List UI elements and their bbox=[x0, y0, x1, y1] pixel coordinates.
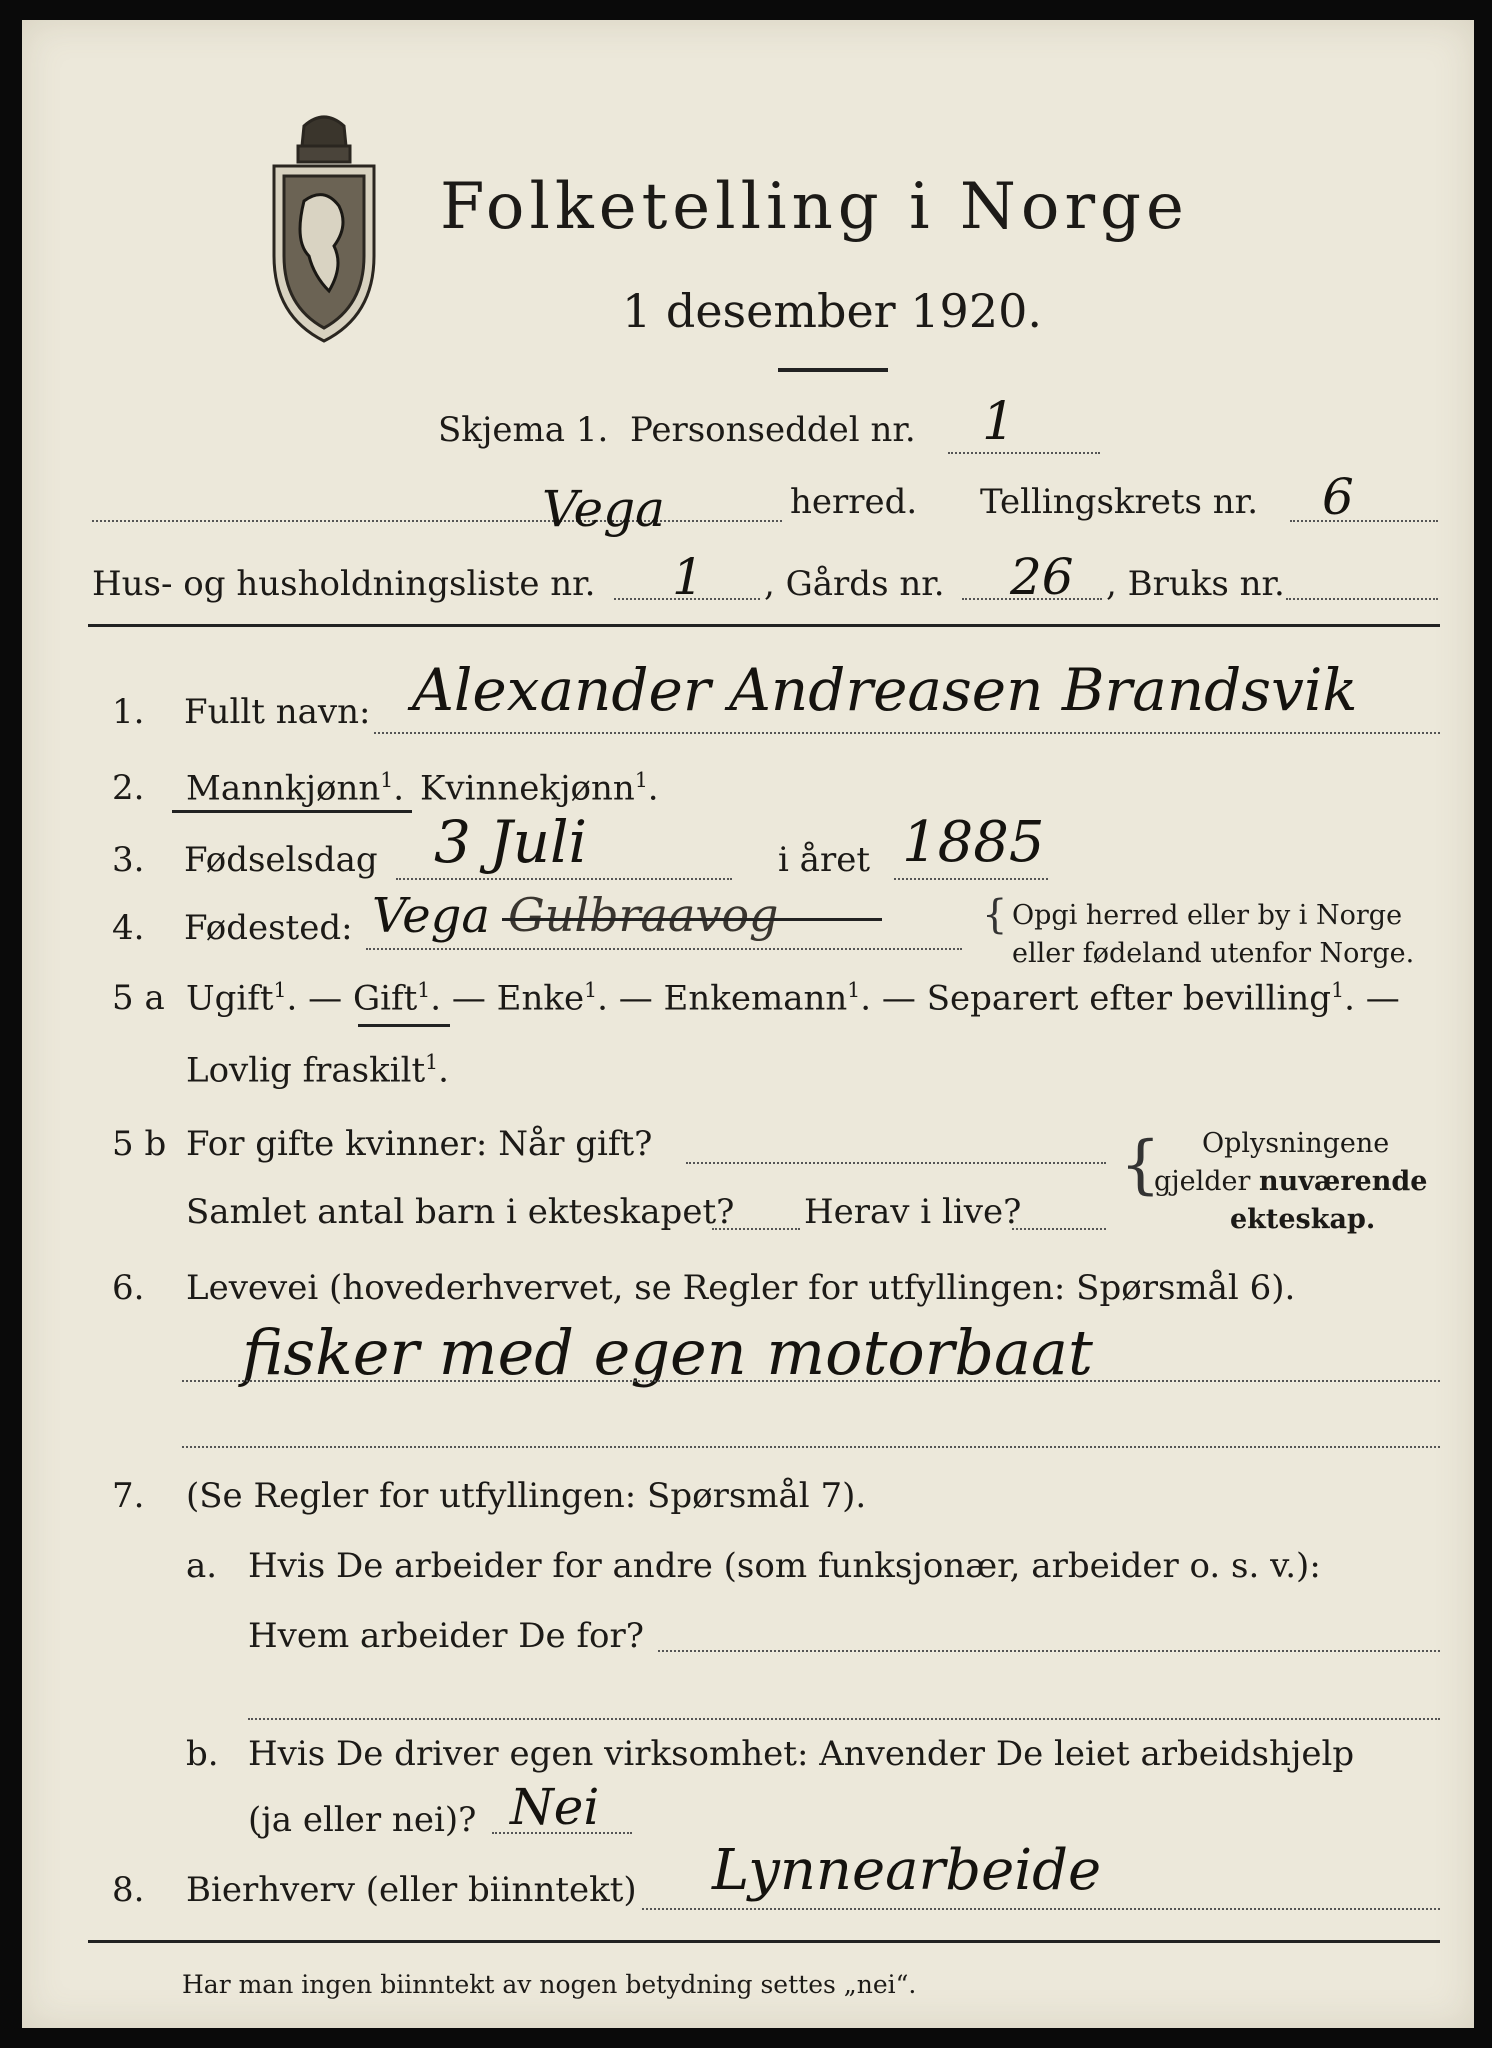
personseddel-label: Personseddel nr. bbox=[630, 410, 916, 450]
q1-field-line bbox=[374, 732, 1440, 734]
q6-field-line1 bbox=[182, 1380, 1440, 1382]
q7a-letter: a. bbox=[186, 1546, 218, 1586]
herred-field-line bbox=[92, 520, 782, 522]
q4-note-line2: eller fødeland utenfor Norge. bbox=[1012, 938, 1415, 969]
q5a-options: Ugift$^1$. — Gift$^1$. — Enke$^1$. — Enkemann$^1$. — Separert efter bevilling$^1$. — bbox=[186, 978, 1400, 1019]
q3-year-line bbox=[894, 878, 1048, 880]
form-date: 1 desember 1920. bbox=[622, 284, 1042, 338]
q1-number: 1. bbox=[112, 692, 145, 732]
q5b-label1: For gifte kvinner: Når gift? bbox=[186, 1124, 653, 1164]
bruks-label: , Bruks nr. bbox=[1106, 564, 1285, 604]
q4-field-line bbox=[366, 948, 962, 950]
herred-value: Vega bbox=[542, 480, 665, 538]
q7a-label2: Hvem arbeider De for? bbox=[248, 1616, 644, 1656]
q3-date-line bbox=[396, 878, 732, 880]
personseddel-value: 1 bbox=[982, 392, 1016, 452]
tellingskrets-label: Tellingskrets nr. bbox=[980, 482, 1259, 522]
q5b-note3: ekteskap. bbox=[1230, 1204, 1376, 1235]
q7-number: 7. bbox=[112, 1476, 145, 1516]
q7b-label1: Hvis De driver egen virksomhet: Anvender De leiet arbeidshjelp bbox=[248, 1734, 1355, 1774]
q5a-number: 5 a bbox=[112, 978, 165, 1018]
q1-full-name-value: Alexander Andreasen Brandsvik bbox=[412, 656, 1358, 724]
q4-birthplace-value: Vega bbox=[372, 888, 491, 944]
q5b-note2: gjelder nuværende bbox=[1154, 1166, 1428, 1197]
q5b-label2: Samlet antal barn i ekteskapet? bbox=[186, 1192, 735, 1232]
footer-rule bbox=[88, 1940, 1440, 1943]
tellingskrets-value: 6 bbox=[1322, 468, 1354, 526]
husliste-value: 1 bbox=[672, 548, 704, 606]
q5b-note1: Oplysningene bbox=[1202, 1128, 1390, 1159]
q7b-label2: (ja eller nei)? bbox=[248, 1800, 477, 1840]
q5b-married-line bbox=[686, 1162, 1106, 1164]
q7a-label1: Hvis De arbeider for andre (som funksjonær, arbeider o. s. v.): bbox=[248, 1546, 1321, 1586]
q7a-field-line2 bbox=[248, 1718, 1440, 1720]
q2-female-option: Kvinnekjønn$^1$. bbox=[420, 768, 659, 809]
herred-label: herred. bbox=[790, 482, 918, 522]
gards-value: 26 bbox=[1010, 548, 1074, 606]
q8-label: Bierhverv (eller biinntekt) bbox=[186, 1870, 637, 1910]
q5b-number: 5 b bbox=[112, 1124, 167, 1164]
q5b-label3: Herav i live? bbox=[804, 1192, 1022, 1232]
header-rule bbox=[88, 624, 1440, 627]
q3-number: 3. bbox=[112, 840, 145, 880]
q6-number: 6. bbox=[112, 1268, 145, 1308]
q2-male-option: Mannkjønn$^1$. bbox=[186, 768, 405, 809]
q5a-gift-underline bbox=[358, 1024, 450, 1027]
q4-strikethrough bbox=[502, 918, 882, 921]
norwegian-coat-of-arms-icon bbox=[254, 106, 394, 346]
tellingskrets-field-line bbox=[1290, 520, 1438, 522]
personseddel-field-line bbox=[948, 452, 1100, 454]
q3-label: Fødselsdag bbox=[184, 840, 378, 880]
q3-year-value: 1885 bbox=[902, 810, 1045, 875]
gards-field-line bbox=[962, 598, 1102, 600]
q4-label: Fødested: bbox=[184, 908, 353, 948]
husliste-field-line bbox=[614, 598, 760, 600]
bruks-field-line bbox=[1286, 598, 1438, 600]
q7a-field-line1 bbox=[658, 1650, 1440, 1652]
census-form-page bbox=[22, 20, 1474, 2028]
q5b-living-line bbox=[1012, 1228, 1106, 1230]
q5b-children-line bbox=[712, 1228, 800, 1230]
q3-year-label: i året bbox=[778, 840, 870, 880]
title-divider bbox=[778, 368, 888, 372]
q4-note-brace: { bbox=[982, 892, 1008, 938]
q7b-value: Nei bbox=[510, 1778, 600, 1836]
schema-label: Skjema 1. bbox=[438, 410, 609, 450]
q3-birthdate-value: 3 Juli bbox=[434, 808, 588, 876]
q4-number: 4. bbox=[112, 908, 145, 948]
q4-note-line1: Opgi herred eller by i Norge bbox=[1012, 900, 1403, 931]
q4-struck-value: Gulbraavog bbox=[508, 888, 779, 942]
q6-occupation-value: fisker med egen motorbaat bbox=[242, 1316, 1093, 1389]
q2-male-underline bbox=[172, 810, 412, 813]
q1-label: Fullt navn: bbox=[184, 692, 371, 732]
footer-note: Har man ingen biinntekt av nogen betydning settes „nei“. bbox=[182, 1970, 917, 1999]
gards-label: , Gårds nr. bbox=[764, 564, 945, 604]
q7b-field-line bbox=[492, 1832, 632, 1834]
q7-label: (Se Regler for utfyllingen: Spørsmål 7). bbox=[186, 1476, 867, 1516]
q5b-note-brace: { bbox=[1120, 1128, 1161, 1202]
q8-value: Lynnearbeide bbox=[712, 1838, 1102, 1903]
q7b-letter: b. bbox=[186, 1734, 219, 1774]
q6-label: Levevei (hovederhvervet, se Regler for utfyllingen: Spørsmål 6). bbox=[186, 1268, 1296, 1308]
q8-field-line bbox=[642, 1908, 1440, 1910]
q5a-gift-option: Gift bbox=[352, 978, 418, 1019]
q5a-fraskilt: Lovlig fraskilt$^1$. bbox=[186, 1050, 449, 1091]
form-title: Folketelling i Norge bbox=[440, 170, 1189, 244]
q6-field-line2 bbox=[182, 1446, 1440, 1448]
q8-number: 8. bbox=[112, 1870, 145, 1910]
q2-number: 2. bbox=[112, 768, 145, 808]
husliste-label: Hus- og husholdningsliste nr. bbox=[92, 564, 596, 604]
